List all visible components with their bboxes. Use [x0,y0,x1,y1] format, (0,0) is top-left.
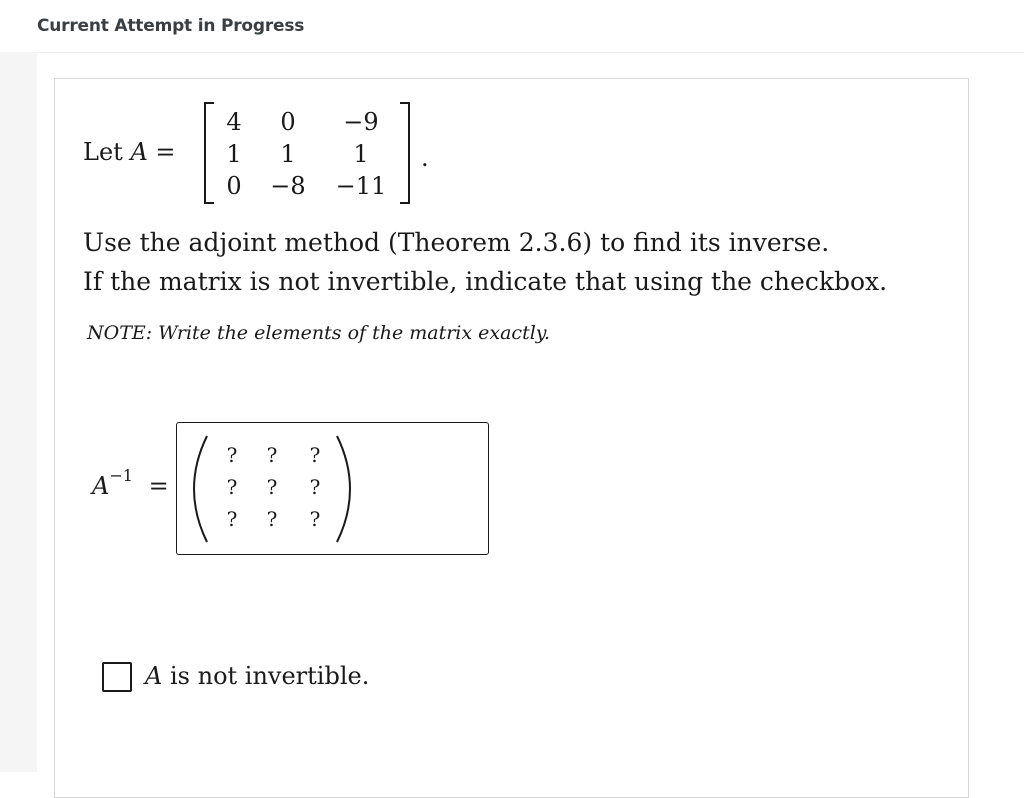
matrix-cell: −9 [343,108,379,136]
matrix-cell: 0 [280,108,296,136]
matrix-cell: 0 [226,172,242,200]
right-bracket [400,102,410,204]
matrix-definition [83,100,483,208]
matrix-cell: −11 [335,172,387,200]
inverse-label [92,466,169,500]
matrix-cell: −8 [270,172,306,200]
answer-cell[interactable]: ? [309,475,321,499]
answer-cell[interactable]: ? [266,507,278,531]
left-gutter [0,52,37,772]
answer-cell[interactable]: ? [226,475,238,499]
matrix-cell: 1 [280,140,296,168]
page-header [0,0,1024,53]
note-text: NOTE: Write the elements of the matrix exactly. [87,322,551,344]
let-word: Let [83,138,123,166]
answer-cell[interactable]: ? [226,507,238,531]
answer-cell[interactable]: ? [309,507,321,531]
inverse-variable: A [92,472,110,500]
equals-sign: = [148,472,169,500]
matrix-cell: 1 [353,140,369,168]
matrix-cell: 4 [226,108,242,136]
matrix-variable: A [130,138,148,166]
answer-cell[interactable]: ? [266,475,278,499]
not-invertible-checkbox[interactable] [102,662,132,692]
right-paren [337,436,350,542]
not-invertible-label[interactable] [145,662,369,690]
let-label [83,138,176,166]
terminal-period: . [421,144,429,172]
answer-cell[interactable]: ? [266,443,278,467]
checkbox-text: is not invertible. [169,662,370,690]
attempt-status-title: Current Attempt in Progress [37,16,305,36]
inverse-matrix-answer-box[interactable] [176,422,489,555]
inverse-exponent: −1 [109,466,133,485]
instruction-line-1: Use the adjoint method (Theorem 2.3.6) to find its inverse. [83,228,830,257]
answer-cell[interactable]: ? [226,443,238,467]
matrix-cell: 1 [226,140,242,168]
equals-sign: = [155,138,176,166]
instruction-line-2: If the matrix is not invertible, indicate that using the checkbox. [83,267,888,296]
left-paren [194,436,207,542]
checkbox-variable: A [145,662,163,690]
answer-cell[interactable]: ? [309,443,321,467]
